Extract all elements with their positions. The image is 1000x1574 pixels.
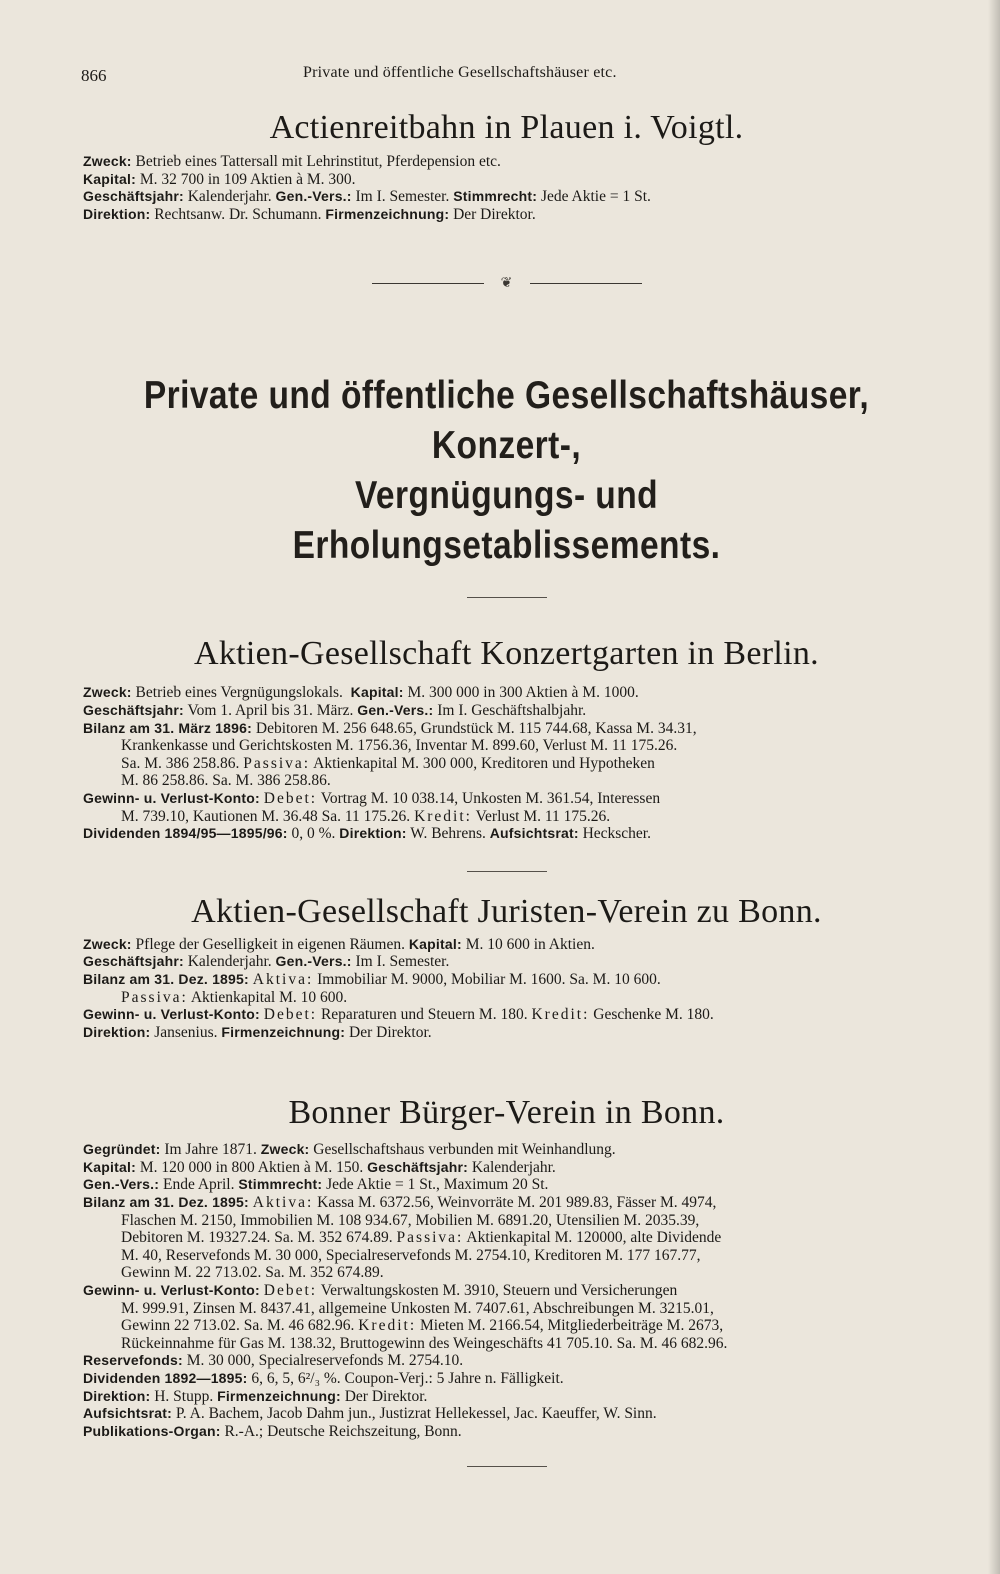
- short-rule: [467, 597, 547, 598]
- text-debet-cont: M. 739.10, Kautionen M. 36.48 Sa. 11 175.26.: [121, 807, 411, 825]
- entry-actienreitbahn-plauen: [83, 108, 930, 223]
- label-aktiva: Aktiva:: [252, 1194, 314, 1212]
- text-aufsichtsrat: Heckscher.: [578, 825, 651, 843]
- text-kapital: M. 10 600 in Aktien.: [461, 935, 595, 953]
- entry-konzertgarten-berlin: [83, 634, 930, 842]
- line-kredit: [83, 808, 930, 826]
- label-zweck: Zweck:: [83, 684, 132, 701]
- label-geschaeftsjahr: Geschäftsjahr:: [367, 1158, 469, 1175]
- label-passiva: Passiva:: [396, 1229, 464, 1247]
- line-passiva-cont-2: [83, 1264, 930, 1282]
- line-publikations-organ: [83, 1423, 930, 1441]
- line-passiva-cont: [83, 772, 930, 790]
- line-bilanz: [83, 971, 930, 989]
- label-publikations-organ: Publikations-Organ:: [83, 1422, 221, 1439]
- text-zweck: Betrieb eines Vergnügungslokals.: [131, 684, 343, 702]
- section-title-line-2: Vergnügungs- und Erholungsetablissements.: [292, 474, 721, 568]
- line-passiva: [83, 1229, 930, 1247]
- label-aufsichtsrat: Aufsichtsrat:: [489, 825, 579, 842]
- text-dividenden: 0, 0 %.: [287, 825, 336, 843]
- label-kredit: Kredit:: [358, 1317, 417, 1335]
- line-passiva: [83, 755, 930, 773]
- text-gen-vers: Ende April.: [159, 1176, 235, 1194]
- line-gen-vers: [83, 1176, 930, 1194]
- text-kapital: M. 32 700 in 109 Aktien à M. 300.: [135, 170, 356, 188]
- label-direktion: Direktion:: [339, 825, 407, 842]
- label-kapital: Kapital:: [350, 684, 404, 701]
- page-edge-shadow: [988, 0, 1000, 1574]
- text-bilanz-cont: Krankenkasse und Gerichtskosten M. 1756.36, Inventar M. 899.60, Verlust M. 11 175.26.: [121, 737, 678, 755]
- entry-buerger-verein-bonn: [83, 1093, 930, 1440]
- label-gen-vers: Gen.-Vers.:: [275, 188, 352, 205]
- text-kapital: M. 120 000 in 800 Aktien à M. 150.: [135, 1158, 364, 1176]
- text-bilanz: Debitoren M. 256 648.65, Grundstück M. 115 744.68, Kassa M. 34.31,: [252, 719, 697, 737]
- text-kredit-cont: Rückeinnahme für Gas M. 138.32, Bruttogewinn des Weingeschäfts 41 705.10. Sa. M. 46 682.96.: [121, 1334, 728, 1352]
- text-zweck: Gesellschaftshaus verbunden mit Weinhandlung.: [309, 1141, 616, 1159]
- entry-body: [83, 684, 930, 842]
- line-aufsichtsrat: [83, 1405, 930, 1423]
- text-firmenzeichnung: Der Direktor.: [340, 1387, 428, 1405]
- label-gewinn-verlust: Gewinn- u. Verlust-Konto:: [83, 789, 260, 806]
- label-bilanz: Bilanz am 31. Dez. 1895:: [83, 970, 249, 987]
- text-gewinn: Gewinn 22 713.02. Sa. M. 46 682.96.: [121, 1317, 355, 1335]
- entry-body: [83, 936, 930, 1042]
- text-kredit: Geschenke M. 180.: [589, 1006, 714, 1024]
- entry-body: [83, 153, 930, 223]
- line-kredit-cont: [83, 1335, 930, 1353]
- line-zweck: [83, 684, 930, 702]
- line-gegruendet: [83, 1141, 930, 1159]
- ornament-divider: [372, 275, 642, 291]
- running-title: Private und öffentliche Gesellschaftshäuser etc.: [303, 64, 617, 81]
- text-geschaeftsjahr: Vom 1. April bis 31. März.: [183, 701, 354, 719]
- label-debet: Debet:: [263, 789, 318, 807]
- entry-body: [83, 1141, 930, 1440]
- text-aktiva: Kassa M. 6372.56, Weinvorräte M. 201 989.83, Fässer M. 4974,: [313, 1194, 717, 1212]
- section-title-line-1: Private und öffentliche Gesellschaftshäuser, Konzert-,: [143, 374, 870, 468]
- line-debet-cont: [83, 1300, 930, 1318]
- text-debet: Reparaturen und Steuern M. 180.: [317, 1006, 528, 1024]
- text-gegruendet: Im Jahre 1871.: [160, 1141, 257, 1159]
- text-reservefonds: M. 30 000, Specialreservefonds M. 2754.10.: [182, 1352, 464, 1370]
- label-debet: Debet:: [263, 1282, 318, 1300]
- ornament-line-left: [372, 283, 484, 284]
- text-direktion: Jansenius.: [150, 1023, 218, 1041]
- label-passiva: Passiva:: [243, 754, 311, 772]
- text-direktion: W. Behrens.: [406, 825, 486, 843]
- label-bilanz: Bilanz am 31. Dez. 1895:: [83, 1194, 249, 1211]
- text-zweck: Pflege der Geselligkeit in eigenen Räumen.: [131, 935, 405, 953]
- text-zweck: Betrieb eines Tattersall mit Lehrinstitut, Pferdepension etc.: [131, 153, 501, 170]
- label-zweck: Zweck:: [83, 935, 132, 952]
- short-rule: [467, 871, 547, 872]
- text-geschaeftsjahr: Kalenderjahr.: [183, 953, 272, 971]
- text-gen-vers: Im I. Semester.: [351, 188, 450, 206]
- line-direktion: [83, 1388, 930, 1406]
- text-geschaeftsjahr: Kalenderjahr.: [468, 1158, 556, 1176]
- text-passiva-cont: M. 40, Reservefonds M. 30 000, Specialreservefonds M. 2754.10, Kreditoren M. 177 167.77,: [121, 1246, 701, 1264]
- label-gewinn-verlust: Gewinn- u. Verlust-Konto:: [83, 1006, 260, 1023]
- text-firmenzeichnung: Der Direktor.: [345, 1023, 432, 1041]
- text-gen-vers: Im I. Geschäftshalbjahr.: [433, 701, 587, 719]
- ornament-line-right: [530, 283, 642, 284]
- entry-title: Aktien-Gesellschaft Konzertgarten in Berlin.: [194, 635, 819, 673]
- label-dividenden: Dividenden 1892—1895:: [83, 1370, 248, 1386]
- text-passiva: Aktienkapital M. 10 600.: [187, 988, 348, 1006]
- label-kredit: Kredit:: [414, 807, 472, 825]
- label-aufsichtsrat: Aufsichtsrat:: [83, 1405, 172, 1422]
- line-gewinn-verlust: [83, 1006, 930, 1024]
- label-direktion: Direktion:: [83, 1023, 151, 1040]
- label-gewinn-verlust: Gewinn- u. Verlust-Konto:: [83, 1282, 260, 1299]
- text-debet: Vortrag M. 10 038.14, Unkosten M. 361.54, Interessen: [317, 789, 661, 807]
- line-direktion: [83, 206, 930, 224]
- text-debet-cont: M. 999.91, Zinsen M. 8437.41, allgemeine Unkosten M. 7407.61, Abschreibungen M. 3215.01,: [121, 1299, 714, 1317]
- text-kredit: Verlust M. 11 175.26.: [471, 807, 611, 825]
- entry-title: Actienreitbahn in Plauen i. Voigtl.: [269, 109, 744, 146]
- text-publikations-organ: R.-A.; Deutsche Reichszeitung, Bonn.: [220, 1422, 462, 1440]
- section-heading: [83, 371, 930, 571]
- line-reservefonds: [83, 1352, 930, 1370]
- fleuron-icon: ❦: [500, 275, 513, 292]
- text-debet: Verwaltungskosten M. 3910, Steuern und Versicherungen: [317, 1282, 678, 1300]
- label-aktiva: Aktiva:: [252, 970, 314, 988]
- line-zweck: [83, 153, 930, 171]
- entry-title: Aktien-Gesellschaft Juristen-Verein zu Bonn.: [191, 892, 822, 930]
- short-rule: [467, 1466, 547, 1467]
- line-bilanz-cont: [83, 737, 930, 755]
- line-geschaeftsjahr: [83, 702, 930, 720]
- label-zweck: Zweck:: [83, 153, 132, 169]
- text-aktiva: Immobiliar M. 9000, Mobiliar M. 1600. Sa. M. 10 600.: [313, 970, 661, 988]
- text-passiva-cont: M. 86 258.86. Sa. M. 386 258.86.: [121, 772, 331, 790]
- label-passiva: Passiva:: [121, 988, 188, 1006]
- line-dividenden: [83, 1370, 930, 1388]
- text-direktion: Rechtsanw. Dr. Schumann.: [150, 205, 322, 223]
- label-firmenzeichnung: Firmenzeichnung:: [217, 1387, 341, 1404]
- label-kapital: Kapital:: [83, 170, 136, 187]
- text-aktiva-cont: Flaschen M. 2150, Immobilien M. 108 934.67, Mobilien M. 6891.20, Utensilien M. 2035.39,: [121, 1211, 700, 1229]
- label-zweck: Zweck:: [260, 1141, 310, 1158]
- line-zweck: [83, 936, 930, 954]
- text-dividenden: 6, 6, 5, 6²/₃ %. Coupon-Verj.: 5 Jahre n. Fälligkeit.: [247, 1370, 564, 1387]
- line-kapital: [83, 171, 930, 189]
- label-kapital: Kapital:: [408, 935, 462, 952]
- entry-title: Bonner Bürger-Verein in Bonn.: [288, 1094, 725, 1132]
- text-firmenzeichnung: Der Direktor.: [449, 205, 536, 223]
- label-kredit: Kredit:: [531, 1006, 590, 1024]
- entry-juristen-verein-bonn: [83, 892, 930, 1042]
- line-bilanz: [83, 1194, 930, 1212]
- label-gegruendet: Gegründet:: [83, 1141, 161, 1158]
- line-direktion: [83, 1024, 930, 1042]
- line-geschaeftsjahr: [83, 953, 930, 971]
- text-gen-vers: Im I. Semester.: [351, 953, 450, 971]
- line-passiva: [83, 989, 930, 1007]
- label-gen-vers: Gen.-Vers.:: [275, 953, 352, 970]
- label-reservefonds: Reservefonds:: [83, 1352, 183, 1369]
- text-kapital: M. 300 000 in 300 Aktien à M. 1000.: [403, 684, 639, 702]
- label-firmenzeichnung: Firmenzeichnung:: [221, 1023, 346, 1040]
- text-passiva: Aktienkapital M. 300 000, Kreditoren und Hypotheken: [310, 754, 655, 772]
- text-stimmrecht: Jede Aktie = 1 St.: [537, 188, 651, 206]
- text-stimmrecht: Jede Aktie = 1 St., Maximum 20 St.: [322, 1176, 549, 1194]
- label-dividenden: Dividenden 1894/95—1895/96:: [83, 825, 288, 842]
- text-passiva: Aktienkapital M. 120000, alte Dividende: [463, 1229, 722, 1247]
- page-number: 866: [81, 66, 107, 85]
- running-header: [83, 58, 930, 88]
- text-sum: Debitoren M. 19327.24. Sa. M. 352 674.89.: [121, 1229, 393, 1247]
- label-geschaeftsjahr: Geschäftsjahr:: [83, 953, 184, 970]
- label-debet: Debet:: [263, 1006, 318, 1024]
- label-geschaeftsjahr: Geschäftsjahr:: [83, 188, 184, 205]
- label-stimmrecht: Stimmrecht:: [453, 188, 538, 205]
- label-geschaeftsjahr: Geschäftsjahr:: [83, 701, 184, 718]
- line-kapital: [83, 1159, 930, 1177]
- text-kredit: Mieten M. 2166.54, Mitgliederbeiträge M. 2673,: [416, 1317, 724, 1335]
- label-direktion: Direktion:: [83, 1387, 151, 1404]
- line-aktiva-cont-1: [83, 1212, 930, 1230]
- line-geschaeftsjahr: [83, 188, 930, 206]
- label-stimmrecht: Stimmrecht:: [238, 1176, 323, 1193]
- text-geschaeftsjahr: Kalenderjahr.: [183, 188, 272, 206]
- label-gen-vers: Gen.-Vers.:: [357, 701, 434, 718]
- line-bilanz: [83, 720, 930, 738]
- text-sum: Sa. M. 386 258.86.: [121, 754, 240, 772]
- text-passiva-cont: Gewinn M. 22 713.02. Sa. M. 352 674.89.: [121, 1264, 384, 1282]
- line-dividenden: [83, 825, 930, 843]
- line-gewinn-verlust: [83, 790, 930, 808]
- line-passiva-cont-1: [83, 1247, 930, 1265]
- line-gewinn-verlust: [83, 1282, 930, 1300]
- text-aufsichtsrat: P. A. Bachem, Jacob Dahm jun., Justizrat Hellekessel, Jac. Kaeuffer, W. Sinn.: [171, 1405, 657, 1423]
- label-kapital: Kapital:: [83, 1158, 136, 1175]
- label-firmenzeichnung: Firmenzeichnung:: [325, 205, 450, 222]
- label-bilanz: Bilanz am 31. März 1896:: [83, 719, 252, 736]
- label-direktion: Direktion:: [83, 205, 151, 222]
- label-gen-vers: Gen.-Vers.:: [83, 1176, 160, 1193]
- text-direktion: H. Stupp.: [150, 1387, 214, 1405]
- line-kredit: [83, 1317, 930, 1335]
